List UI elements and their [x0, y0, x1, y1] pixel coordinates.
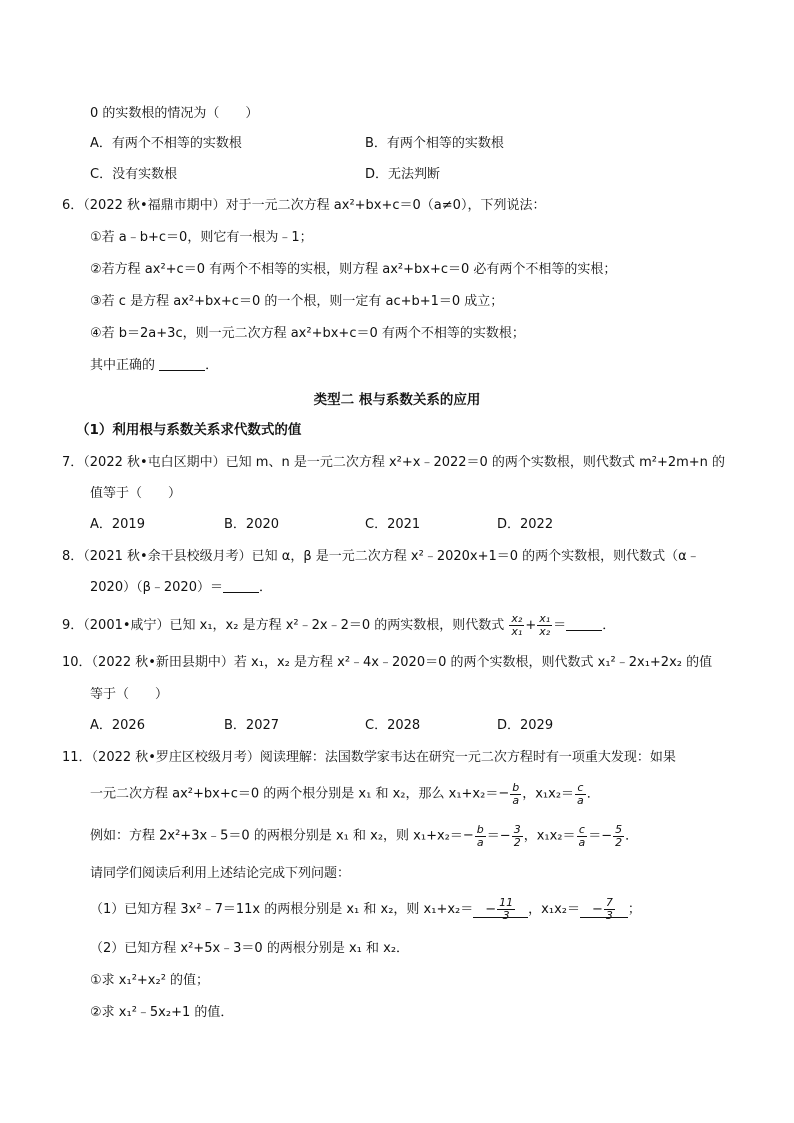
- q11-stem: 11．（2022 秋•罗庄区校级月考）阅读理解：法国数学家韦达在研究一元二次方程时有一项重大发现：如果: [62, 750, 676, 765]
- q7-option-d[interactable]: D．2022: [497, 517, 554, 532]
- q6-statement-2: ②若方程 ax²+c＝0 有两个不相等的实根，则方程 ax²+bx+c＝0 必有两个不相等的实根；: [90, 262, 617, 277]
- q6-statement-4: ④若 b＝2a+3c，则一元二次方程 ax²+bx+c＝0 有两个不相等的实数根；: [90, 326, 525, 341]
- q8-stem-cont: 2020）（β﹣2020）＝: [90, 580, 223, 595]
- q7-option-a[interactable]: A．2019: [90, 517, 145, 532]
- q11-part1-line: （1）已知方程 3x²﹣7＝11x 的两根分别是 x₁ 和 x₂，则 x₁+x₂＝ − $\frac{11}{3}$ ，x₁x₂＝ − $\frac{7}{3}$ ；: [90, 896, 641, 922]
- q11-part2: （2）已知方程 x²+5x﹣3＝0 的两根分别是 x₁ 和 x₂．: [90, 941, 410, 956]
- q5-option-d[interactable]: D．无法判断: [365, 167, 441, 182]
- q8-stem: 8．（2021 秋•余干县校级月考）已知 α，β 是一元二次方程 x²﹣2020x+1＝0 的两个实数根，则代数式（α﹣: [62, 549, 700, 564]
- q5-stem-tail: 0 的实数根的情况为（ ）: [90, 106, 259, 121]
- q11-frac-b-over-a: $\frac{b}{a}$: [512, 780, 520, 807]
- q10-option-d[interactable]: D．2029: [497, 718, 554, 733]
- q11-vieta-line: 一元二次方程 ax²+bx+c＝0 的两个根分别是 x₁ 和 x₂，那么 x₁+x₂＝− $\frac{b}{a}$ ，x₁x₂＝ $\frac{c}{a}$ ．: [90, 780, 600, 807]
- q7-option-c[interactable]: C．2021: [365, 517, 421, 532]
- q6-ask: 其中正确的: [90, 358, 156, 373]
- q6-answer-line: 其中正确的 ．: [90, 358, 219, 373]
- q8-answer-line: 2020）（β﹣2020）＝ ．: [90, 580, 272, 595]
- q9-fraction-1: $\frac{\text{x₂}}{\text{x₁}}$: [511, 612, 523, 638]
- q10-option-a[interactable]: A．2026: [90, 718, 145, 733]
- subsection-title: （1）利用根与系数关系求代数式的值: [76, 422, 302, 438]
- section-title: 类型二 根与系数关系的应用: [313, 392, 481, 408]
- q11-part2-b: ②求 x₁²﹣5x₂+1 的值．: [90, 1005, 234, 1020]
- q6-statement-3: ③若 c 是方程 ax²+bx+c＝0 的一个根，则一定有 ac+b+1＝0 成立；: [90, 294, 504, 309]
- q10-stem: 10．（2022 秋•新田县期中）若 x₁，x₂ 是方程 x²﹣4x﹣2020＝0 的两个实数根，则代数式 x₁²﹣2x₁+2x₂ 的值: [62, 655, 713, 670]
- q11-please: 请同学们阅读后利用上述结论完成下列问题：: [90, 866, 351, 881]
- q11-example-line: 例如：方程 2x²+3x﹣5＝0 的两根分别是 x₁ 和 x₂，则 x₁+x₂＝− $\frac{b}{a}$ ＝− $\frac{3}{2}$ ，x₁x₂＝ $\frac{c}{a}$ ＝− $\frac{5}{2}$ ．: [90, 822, 639, 849]
- q11-frac-c-over-a: $\frac{c}{a}$: [577, 780, 584, 807]
- q11-part1-sum-answer[interactable]: − $\frac{11}{3}$: [473, 902, 528, 918]
- q6-stem: 6．（2022 秋•福鼎市期中）对于一元二次方程 ax²+bx+c＝0（a≠0），下列说法：: [62, 198, 546, 213]
- q5-option-b[interactable]: B．有两个相等的实数根: [365, 136, 504, 151]
- q7-stem-cont: 值等于（ ）: [90, 486, 182, 501]
- q6-answer-blank[interactable]: [159, 358, 205, 371]
- q8-answer-blank[interactable]: [223, 580, 259, 593]
- q10-option-b[interactable]: B．2027: [224, 718, 280, 733]
- q9-answer-blank[interactable]: [566, 618, 602, 631]
- q10-option-c[interactable]: C．2028: [365, 718, 421, 733]
- q7-stem: 7．（2022 秋•屯白区期中）已知 m、n 是一元二次方程 x²+x﹣2022＝0 的两个实数根，则代数式 m²+2m+n 的: [62, 455, 726, 470]
- q10-stem-cont: 等于（ ）: [90, 687, 169, 702]
- q9-fraction-2: $\frac{\text{x₁}}{\text{x₂}}$: [539, 612, 551, 638]
- q9-stem: 9．（2001•咸宁）已知 x₁，x₂ 是方程 x²﹣2x﹣2＝0 的两实数根，则代数式: [62, 618, 505, 633]
- q6-statement-1: ①若 a﹣b+c＝0，则它有一根为﹣1；: [90, 230, 313, 245]
- q5-option-c[interactable]: C．没有实数根: [90, 167, 178, 182]
- q5-option-a[interactable]: A．有两个不相等的实数根: [90, 136, 242, 151]
- q7-option-b[interactable]: B．2020: [224, 517, 280, 532]
- q11-part1-product-answer[interactable]: − $\frac{7}{3}$: [580, 902, 628, 918]
- q9-line: 9．（2001•咸宁）已知 x₁，x₂ 是方程 x²﹣2x﹣2＝0 的两实数根，则代数式 $\frac{\text{x₂}}{\text{x₁}}$ + $\frac{\text{x₁}}{\text{x₂}}$ ＝ ．: [62, 612, 616, 638]
- q11-part2-a: ①求 x₁²+x₂² 的值；: [90, 973, 210, 988]
